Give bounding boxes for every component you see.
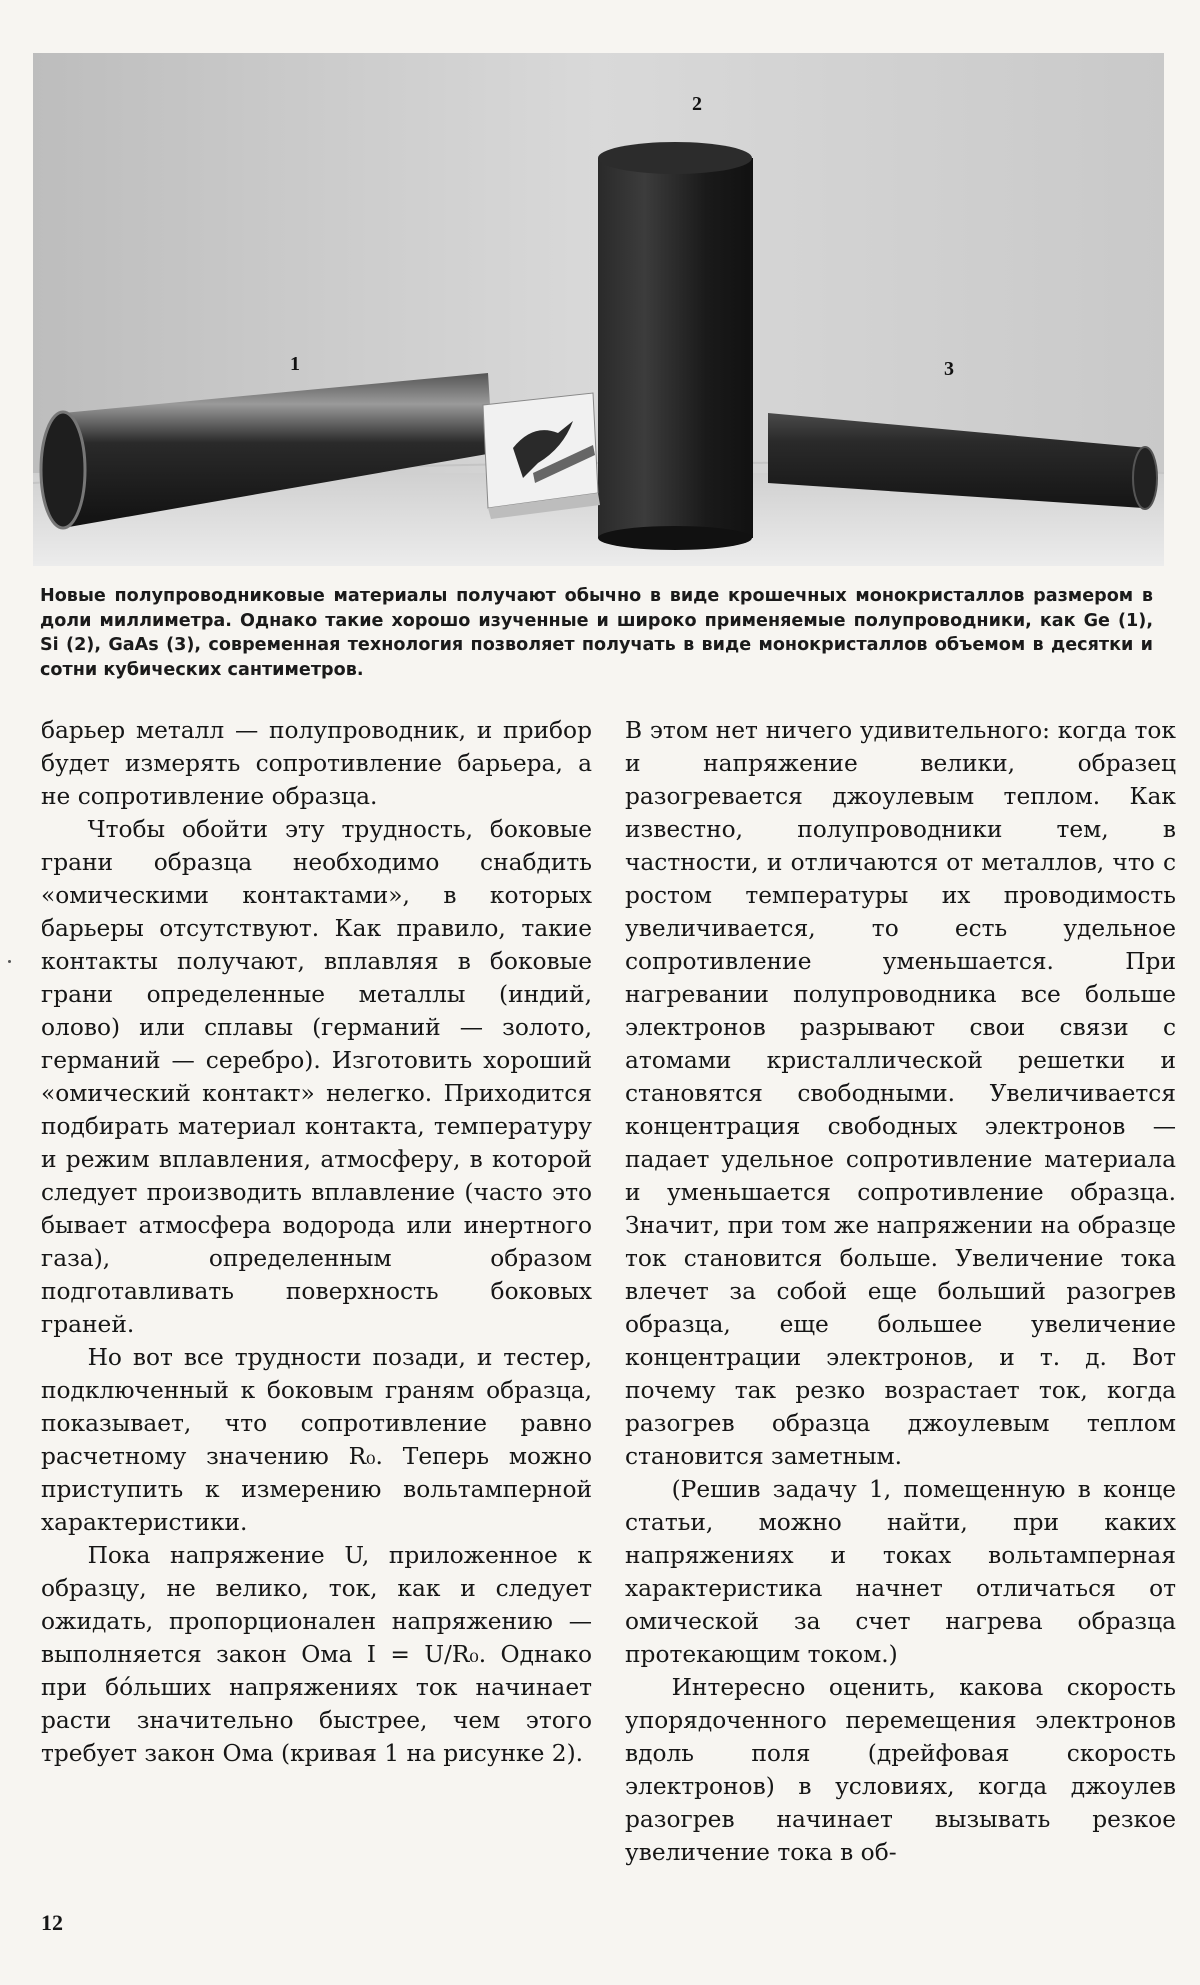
paragraph: барьер металл — полупроводник, и прибор будет измерять сопротивление барьера, а не сопротивление образца. [41, 717, 592, 810]
photo-label-1: 1 [290, 353, 300, 375]
paragraph: Пока напряжение U, приложенное к образцу, не велико, ток, как и следует ожидать, пропорционален напряжению — выполняется закон Ома I = U/R₀. Однако при бо́льших напряжениях ток начинает расти значительно быстрее, чем этого требует закон Ома (кривая 1 на рисунке 2). [41, 1542, 592, 1767]
paragraph: Но вот все трудности позади, и тестер, подключенный к боковым граням образца, показывает, что сопротивление равно расчетному значению R₀. Теперь можно приступить к измерению вольтамперной характеристики. [41, 1344, 592, 1536]
right-column [625, 714, 1176, 1869]
photo-label-2: 2 [692, 93, 702, 115]
scan-speck [8, 960, 11, 963]
crystals-photo-drawing [33, 53, 1164, 566]
paragraph: Чтобы обойти эту трудность, боковые грани образца необходимо снабдить «омическими контактами», в которых барьеры отсутствуют. Как правило, такие контакты получают, вплавляя в боковые грани определенные металлы (индий, олово) или сплавы (германий — золото, германий — серебро). Изготовить хороший «омический контакт» нелегко. Приходится подбирать материал контакта, температуру и режим вплавления, атмосферу, в которой следует производить вплавление (часто это бывает атмосфера водорода или инертного газа), определенным образом подготавливать поверхность боковых граней. [41, 816, 592, 1338]
caption-text: Новые полупроводниковые материалы получают обычно в виде крошечных монокристаллов размером в доли миллиметра. Однако такие хорошо изученные и широко применяемые полупроводники, как Ge (1), Si (2), GaAs (3), современная технология позволяет получать в виде монокристаллов объемом в десятки и сотни кубических сантиметров. [40, 586, 1153, 680]
crystals-photo [33, 53, 1164, 566]
left-column [41, 714, 592, 1770]
photo-label-3: 3 [944, 358, 954, 380]
paragraph: В этом нет ничего удивительного: когда ток и напряжение велики, образец разогревается джоулевым теплом. Как известно, полупроводники тем, в частности, и отличаются от металлов, что с ростом температуры их проводимость увеличивается, то есть удельное сопротивление уменьшается. При нагревании полупроводника все больше электронов разрывают свои связи с атомами кристаллической решетки и становятся свободными. Увеличивается концентрация свободных электронов — падает удельное сопротивление материала и уменьшается сопротивление образца. Значит, при том же напряжении на образце ток становится больше. Увеличение тока влечет за собой еще больший разогрев образца, еще большее увеличение концентрации электронов, и т. д. Вот почему так резко возрастает ток, когда разогрев образца джоулевым теплом становится заметным. [625, 717, 1176, 1470]
photo-caption [40, 584, 1153, 682]
page-number: 12 [41, 1910, 63, 1935]
paragraph: (Решив задачу 1, помещенную в конце статьи, можно найти, при каких напряжениях и токах вольтамперная характеристика начнет отличаться от омической за счет нагрева образца протекающим током.) [625, 1476, 1176, 1668]
paragraph: Интересно оценить, какова скорость упорядоченного перемещения электронов вдоль поля (дрейфовая скорость электронов) в условиях, когда джоулев разогрев начинает вызывать резкое увеличение тока в об- [625, 1674, 1176, 1866]
